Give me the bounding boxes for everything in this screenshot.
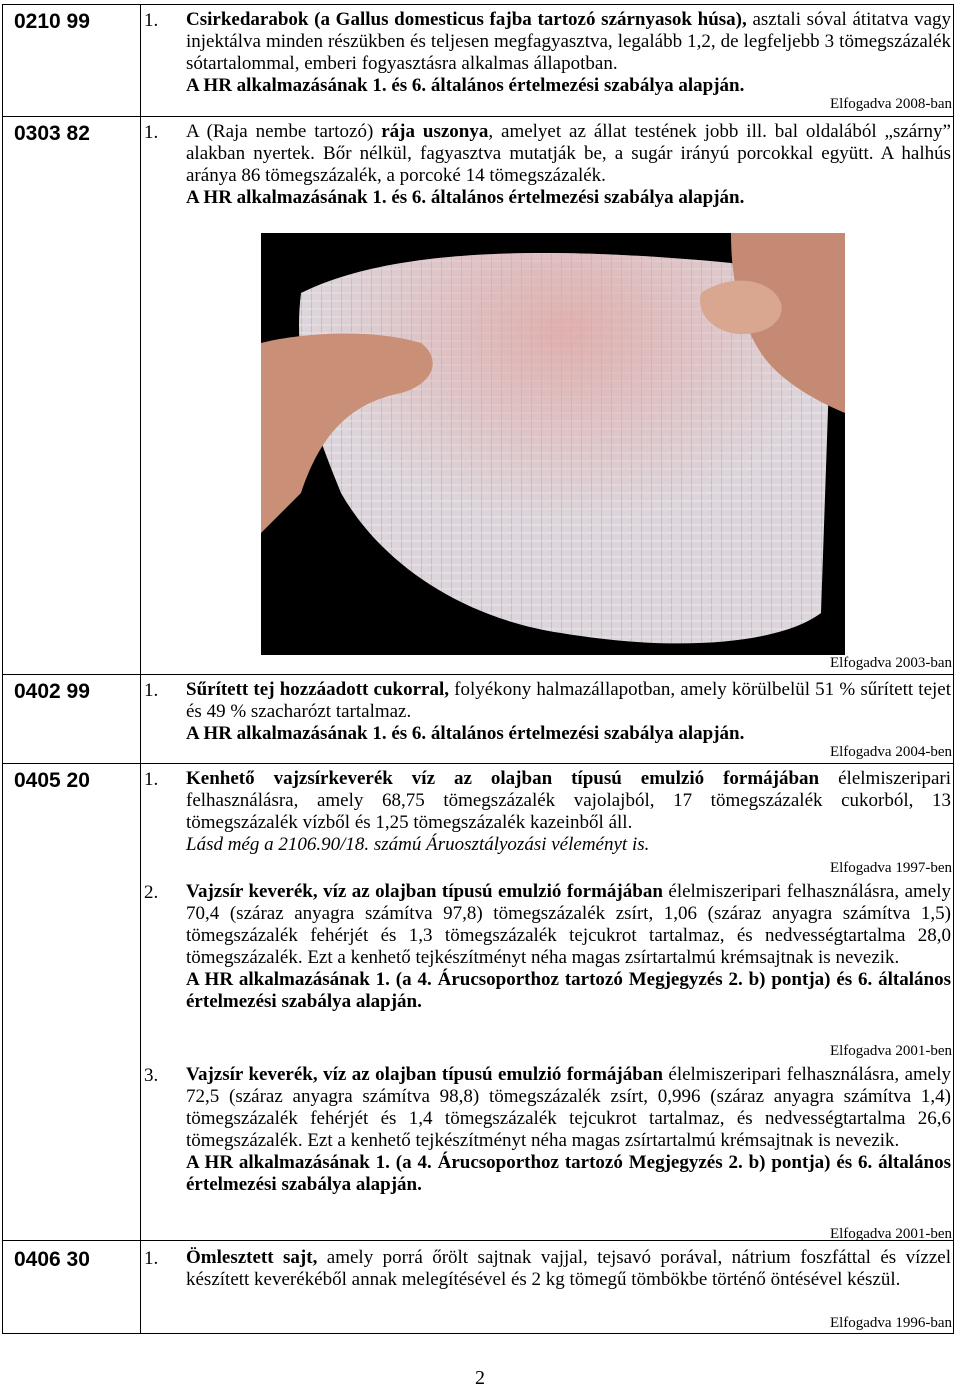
item-description: Vajzsír keverék, víz az olajban típusú emulzió formájában élelmiszeripari felhasználásra, amely 70,4 (száraz anyagra számítva 97,8) tömegszázalék zsírt, 1,06 (száraz anyagra számítva 1,5) tömegszázalék fehérjét és 1,3 tömegszázalék tejcukrot tartalmaz, és nedvességtartalma 28,0 tömegszázalék. Ezt a kenhető tejkészítményt néha magas zsírtartalmú krémsajtnak is nevezik. A HR alkalmazásának 1. (a 4. Árucsoporthoz tartozó Megjegyzés 2. b) pontja) és 6. általános értelmezési szabálya alapján. xyxy=(186,881,951,1012)
item-number: 3. xyxy=(144,1065,159,1086)
ray-fin-illustration xyxy=(261,233,845,655)
rule-reference: A HR alkalmazásának 1. és 6. általános értelmezési szabálya alapján. xyxy=(186,187,745,208)
accepted-date: Elfogadva 1997-ben xyxy=(829,860,952,876)
rule-reference: A HR alkalmazásának 1. és 6. általános értelmezési szabálya alapján. xyxy=(186,75,745,96)
ray-fin-photo xyxy=(261,233,845,655)
tariff-code: 0406 30 xyxy=(14,1248,90,1271)
item-number: 1. xyxy=(144,769,159,790)
row-divider xyxy=(2,674,954,675)
tariff-code: 0210 99 xyxy=(14,10,90,33)
accepted-date: Elfogadva 2001-ben xyxy=(829,1043,952,1059)
item-description: Ömlesztett sajt, amely porrá őrölt sajtnak vajjal, tejsavó porával, nátrium foszfáttal és vízzel készített keverékéből annak melegítésével és 2 kg tömegű tömbökbe történő öntésével készül. xyxy=(186,1247,952,1290)
item-number: 2. xyxy=(144,882,159,903)
tariff-code: 0303 82 xyxy=(14,122,90,145)
row-divider xyxy=(2,116,954,117)
page-number: 2 xyxy=(475,1367,485,1389)
see-also-note: Lásd még a 2106.90/18. számú Áruosztályozási véleményt is. xyxy=(186,834,650,855)
item-number: 1. xyxy=(144,122,159,143)
item-number: 1. xyxy=(144,680,159,701)
item-description: A (Raja nembe tartozó) rája uszonya, amelyet az állat testének jobb ill. bal oldalából „szárny” alakban nyertek. Bőr nélkül, fagyasztva mutatják be, a sugár irányú porcokkal együtt. A halhús aránya 86 tömegszázalék, a porcoké 14 tömegszázalék. A HR alkalmazásának 1. és 6. általános értelmezési szabálya alapján. xyxy=(186,121,951,208)
item-description: Csirkedarabok (a Gallus domesticus fajba tartozó szárnyasok húsa), asztali sóval átitatva vagy injektálva minden részükben és teljesen megfagyasztva, legalább 1,2, de legfeljebb 3 tömegszázalék sótartalommal, emberi fogyasztásra alkalmas állapotban. A HR alkalmazásának 1. és 6. általános értelmezési szabálya alapján. xyxy=(186,9,951,96)
item-description: Sűrített tej hozzáadott cukorral, folyékony halmazállapotban, amely körülbelül 51 % sűrített tejet és 49 % szacharózt tartalmaz. A HR alkalmazásának 1. és 6. általános értelmezési szabálya alapján. xyxy=(186,679,951,744)
rule-reference: A HR alkalmazásának 1. és 6. általános értelmezési szabálya alapján. xyxy=(186,723,745,744)
rule-reference: A HR alkalmazásának 1. (a 4. Árucsoporthoz tartozó Megjegyzés 2. b) pontja) és 6. általános értelmezési szabálya alapján. xyxy=(186,969,951,1012)
accepted-date: Elfogadva 2004-ben xyxy=(829,744,952,760)
rule-reference: A HR alkalmazásának 1. (a 4. Árucsoporthoz tartozó Megjegyzés 2. b) pontja) és 6. általános értelmezési szabálya alapján. xyxy=(186,1152,951,1195)
column-divider xyxy=(140,4,141,1334)
item-description: Vajzsír keverék, víz az olajban típusú emulzió formájában élelmiszeripari felhasználásra, amely 72,5 (száraz anyagra számítva 98,8) tömegszázalék zsírt, 0,996 (száraz anyagra számítva 1,4) tömegszázalék fehérjét és 1,4 tömegszázalék tejcukrot tartalmaz, és nedvességtartalma 26,6 tömegszázalék. Ezt a kenhető tejkészítményt néha magas zsírtartalmú krémsajtnak is nevezik. A HR alkalmazásának 1. (a 4. Árucsoporthoz tartozó Megjegyzés 2. b) pontja) és 6. általános értelmezési szabálya alapján. xyxy=(186,1064,951,1195)
accepted-date: Elfogadva 2008-ban xyxy=(829,96,952,112)
item-number: 1. xyxy=(144,1248,159,1269)
accepted-date: Elfogadva 2001-ben xyxy=(829,1226,952,1242)
item-description: Kenhető vajzsírkeverék víz az olajban típusú emulzió formájában élelmiszeripari felhasználásra, amely 68,75 tömegszázalék vajolajból, 17 tömegszázalék cukorból, 13 tömegszázalék vízből és 1,25 tömegszázalék kazeinből áll. Lásd még a 2106.90/18. számú Áruosztályozási véleményt is. xyxy=(186,768,952,855)
tariff-code: 0405 20 xyxy=(14,769,90,792)
accepted-date: Elfogadva 1996-ban xyxy=(829,1315,952,1331)
accepted-date: Elfogadva 2003-ban xyxy=(829,655,952,671)
row-divider xyxy=(2,763,954,764)
row-divider xyxy=(2,1240,954,1241)
tariff-code: 0402 99 xyxy=(14,680,90,703)
item-number: 1. xyxy=(144,10,159,31)
